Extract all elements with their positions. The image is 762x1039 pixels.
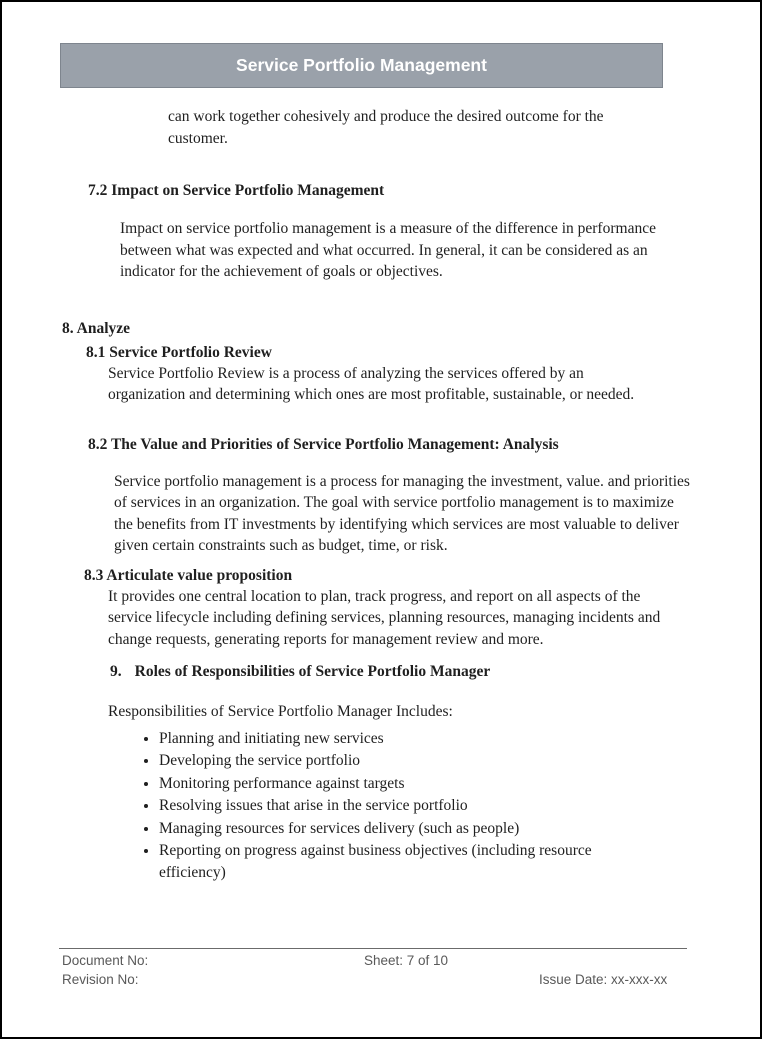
section-paragraph-8-2: Service portfolio management is a process for managing the investment, value. and priorities of services in an organization. The goal with service portfolio management is to maximize the benefits from IT investments by identifying which services are most valuable to deliver given certain constraints such as budget, time, or risk. <box>114 472 690 554</box>
bullet-item: • Planning and initiating new services <box>159 728 638 750</box>
section-paragraph-7-2: Impact on service portfolio management is a measure of the difference in performance between what was expected and what occurred. In general, it can be considered as an indicator for the achievement of goals or objectives. <box>120 220 656 280</box>
bullet-item: • Monitoring performance against targets <box>159 773 638 795</box>
section-heading-8-3: 8.3 Articulate value proposition <box>84 566 293 584</box>
page-title: Service Portfolio Management <box>236 55 487 75</box>
section-9-title: Roles of Responsibilities of Service Portfolio Manager <box>134 663 491 680</box>
section-9-number: 9. <box>110 663 122 680</box>
section-heading-8-2: 8.2 The Value and Priorities of Service Portfolio Management: Analysis <box>88 435 559 453</box>
section-heading-8: 8. Analyze <box>62 319 131 337</box>
document-header-banner <box>60 43 663 88</box>
document-no-label: Document No: <box>62 953 149 968</box>
section-heading-7-2: 7.2 Impact on Service Portfolio Management <box>88 182 385 199</box>
bullet-item: • Reporting on progress against business objectives (including resource efficiency) <box>159 840 638 883</box>
section-heading-8-1: 8.1 Service Portfolio Review <box>86 343 272 361</box>
intro-paragraph: can work together cohesively and produce the desired outcome for the customer. <box>168 108 604 147</box>
issue-date-label: Issue Date: xx-xxx-xx <box>539 972 668 987</box>
sheet-number-label: Sheet: 7 of 10 <box>364 953 449 968</box>
bullet-item: • Managing resources for services delivery (such as people) <box>159 818 638 840</box>
section-paragraph-8-3: It provides one central location to plan, track progress, and report on all aspects of the service lifecycle including defining services, planning resources, managing incidents and change requests, generating reports for management review and more. <box>108 587 661 648</box>
section-heading-9 <box>110 661 760 682</box>
responsibilities-lead-paragraph: Responsibilities of Service Portfolio Manager Includes: <box>108 703 453 720</box>
responsibilities-bullet-list <box>138 728 638 884</box>
section-paragraph-8-1: Service Portfolio Review is a process of analyzing the services offered by an organization and determining which ones are most profitable, sustainable, or needed. <box>108 364 635 403</box>
bullet-item: • Resolving issues that arise in the service portfolio <box>159 795 638 817</box>
revision-no-label: Revision No: <box>62 972 139 987</box>
document-footer <box>59 948 687 992</box>
bullet-item: • Developing the service portfolio <box>159 750 638 772</box>
